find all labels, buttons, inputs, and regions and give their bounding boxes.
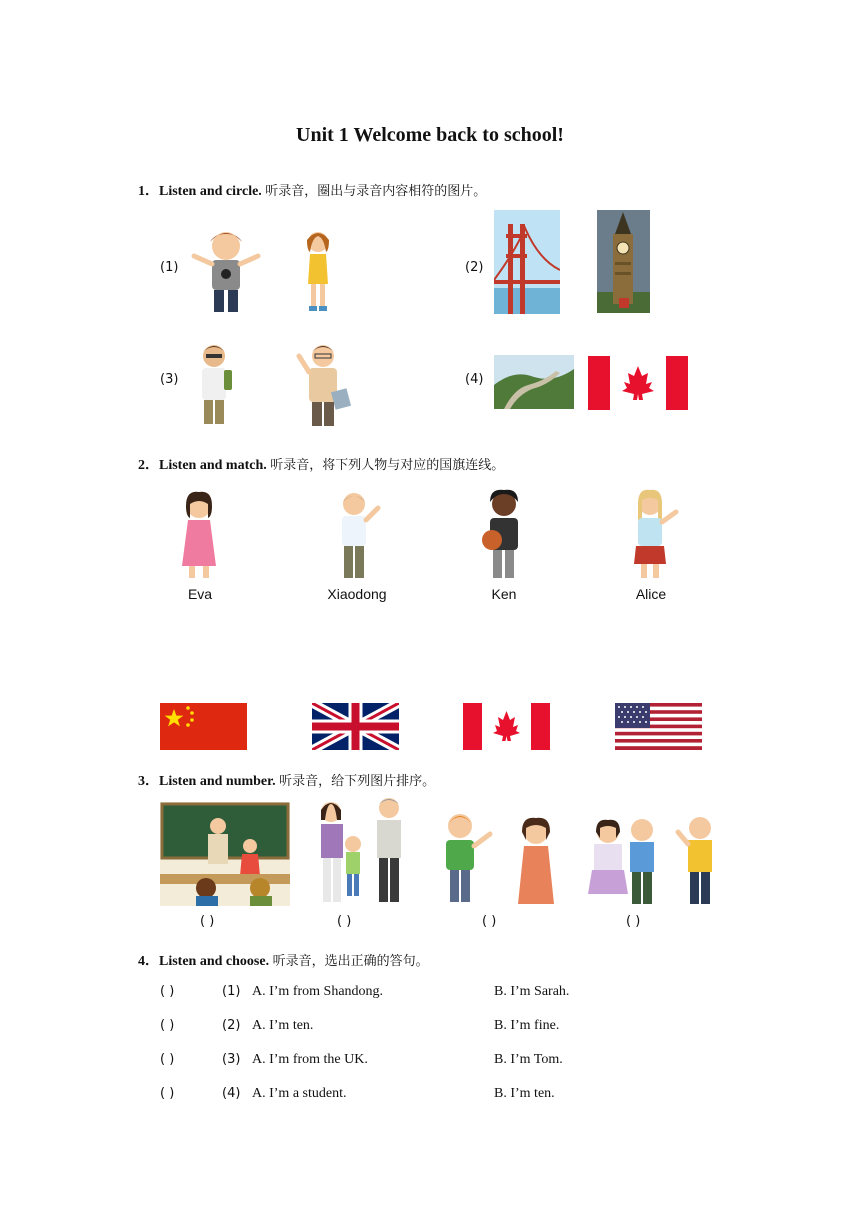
section-1-heading: 1．Listen and circle. 听录音，圈出与录音内容相符的图片。 (138, 184, 487, 199)
canada-flag-icon-2 (463, 703, 550, 750)
three-kids-icon (588, 814, 726, 908)
option-b-1: B. I’m Sarah. (494, 984, 570, 999)
answer-blank-3[interactable]: ( ) (160, 1052, 175, 1067)
option-b-4: B. I’m ten. (494, 1086, 555, 1101)
usa-flag-icon (615, 703, 702, 750)
name-ken: Ken (491, 586, 517, 602)
item-4-label: (4) (465, 372, 484, 387)
alice-picture (628, 488, 684, 582)
classroom-icon (160, 802, 290, 906)
order-blank-1[interactable]: ( ) (200, 914, 215, 929)
section-3-heading: 3．Listen and number. 听录音，给下列图片排序。 (138, 774, 436, 789)
question-number-4: (4) (222, 1086, 241, 1101)
answer-blank-2[interactable]: ( ) (160, 1018, 175, 1033)
name-xiaodong: Xiaodong (327, 586, 387, 602)
question-number-2: (2) (222, 1018, 241, 1033)
great-wall-icon (494, 355, 574, 409)
china-flag-icon (160, 703, 247, 750)
item-2-label: (2) (465, 260, 484, 275)
name-alice: Alice (635, 586, 667, 602)
answer-blank-1[interactable]: ( ) (160, 984, 175, 999)
item-3-label: (3) (160, 372, 179, 387)
option-b-3: B. I’m Tom. (494, 1052, 563, 1067)
option-a-2: A. I’m ten. (252, 1018, 314, 1033)
boy-backpack-icon (188, 342, 238, 428)
order-blank-2[interactable]: ( ) (337, 914, 352, 929)
page-title: Unit 1 Welcome back to school! (296, 124, 564, 146)
question-number-1: (1) (222, 984, 241, 999)
golden-gate-bridge-icon (494, 210, 560, 314)
eva-picture (174, 490, 224, 582)
option-a-3: A. I’m from the UK. (252, 1052, 368, 1067)
boy-shrug-icon (188, 228, 264, 314)
option-b-2: B. I’m fine. (494, 1018, 560, 1033)
option-a-4: A. I’m a student. (252, 1086, 347, 1101)
item-1-label: (1) (160, 260, 179, 275)
order-blank-4[interactable]: ( ) (626, 914, 641, 929)
family-icon (313, 796, 413, 906)
ken-picture (478, 488, 528, 582)
answer-blank-4[interactable]: ( ) (160, 1086, 175, 1101)
canada-flag-icon (588, 356, 688, 410)
teacher-icon (293, 342, 355, 428)
girl-icon (300, 228, 336, 314)
section-2-heading: 2．Listen and match. 听录音，将下列人物与对应的国旗连线。 (138, 458, 505, 473)
name-eva: Eva (187, 586, 213, 602)
boy-girl-icon (438, 812, 560, 906)
uk-flag-icon (312, 703, 399, 750)
option-a-1: A. I’m from Shandong. (252, 984, 384, 999)
question-number-3: (3) (222, 1052, 241, 1067)
section-4-heading: 4．Listen and choose. 听录音，选出正确的答句。 (138, 954, 429, 969)
order-blank-3[interactable]: ( ) (482, 914, 497, 929)
big-ben-icon (597, 210, 650, 313)
xiaodong-picture (330, 490, 384, 582)
